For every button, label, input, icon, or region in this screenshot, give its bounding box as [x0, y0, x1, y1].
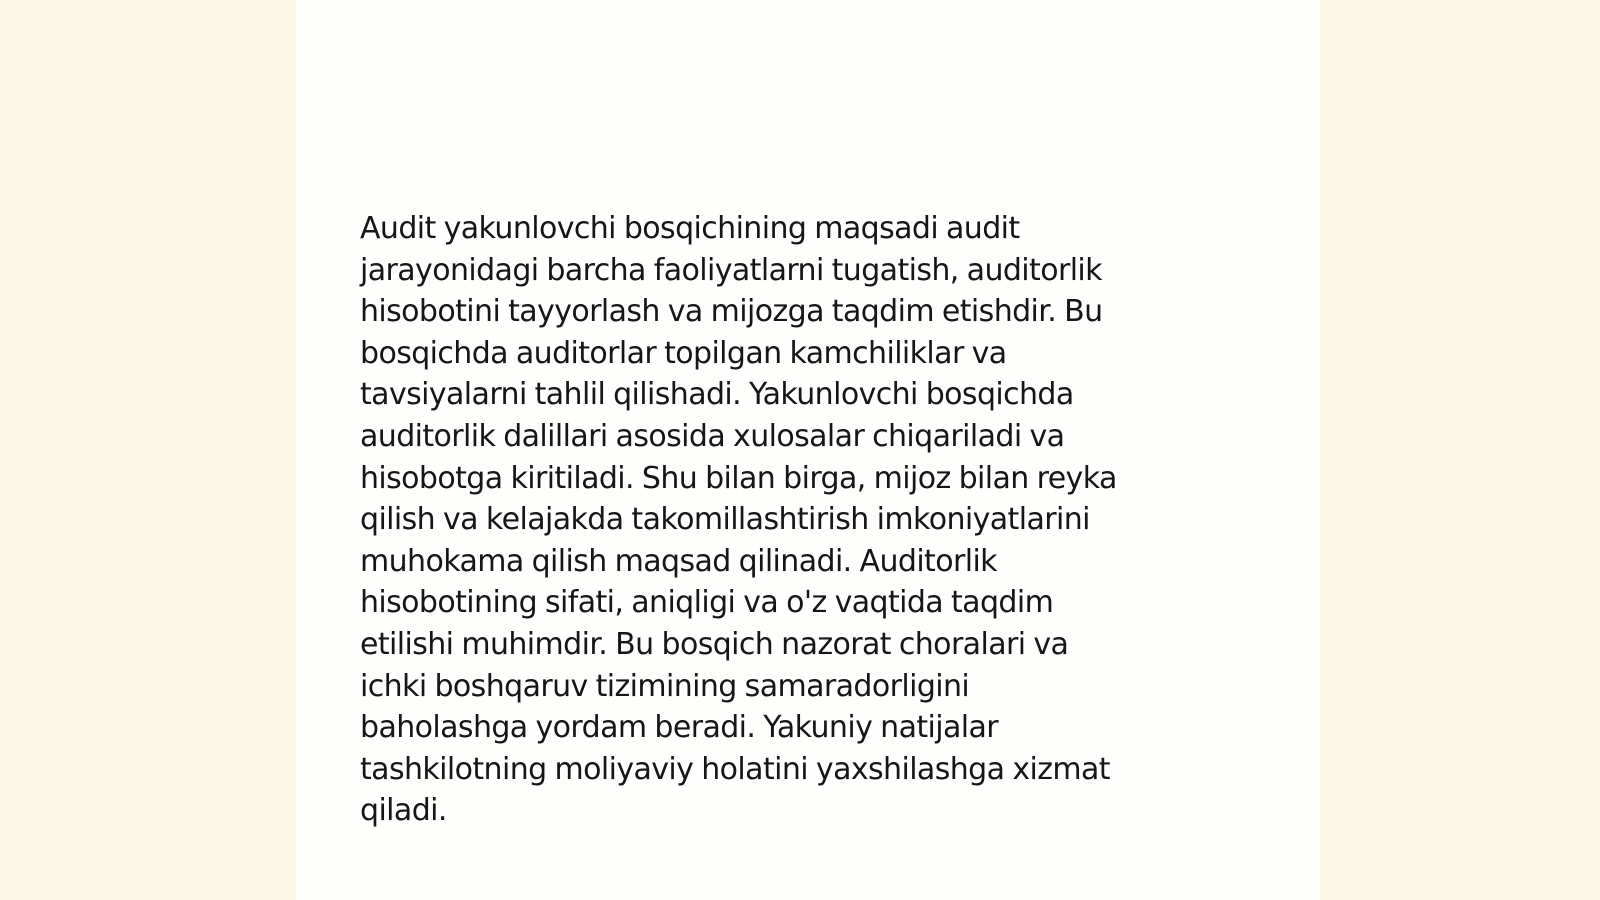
- document-page: [296, 0, 1320, 900]
- body-paragraph: Audit yakunlovchi bosqichining maqsadi audit jarayonidagi barcha faoliyatlarni tugatish, auditorlik hisobotini tayyorlash va mijozga taqdim etishdir. Bu bosqichda auditorlar topilgan kamchiliklar va tavsiyalarni tahlil qilishadi. Yakunlovchi bosqichda auditorlik dalillari asosida xulosalar chiqariladi va hisobotga kiritiladi. Shu bilan birga, mijoz bilan reyka qilish va kelajakda takomillashtirish imkoniyatlarini muhokama qilish maqsad qilinadi. Auditorlik hisobotining sifati, aniqligi va o'z vaqtida taqdim etilishi muhimdir. Bu bosqich nazorat choralari va ichki boshqaruv tizimining samaradorligini baholashga yordam beradi. Yakuniy natijalar tashkilotning moliyaviy holatini yaxshilashga xizmat qiladi.: [360, 211, 1117, 829]
